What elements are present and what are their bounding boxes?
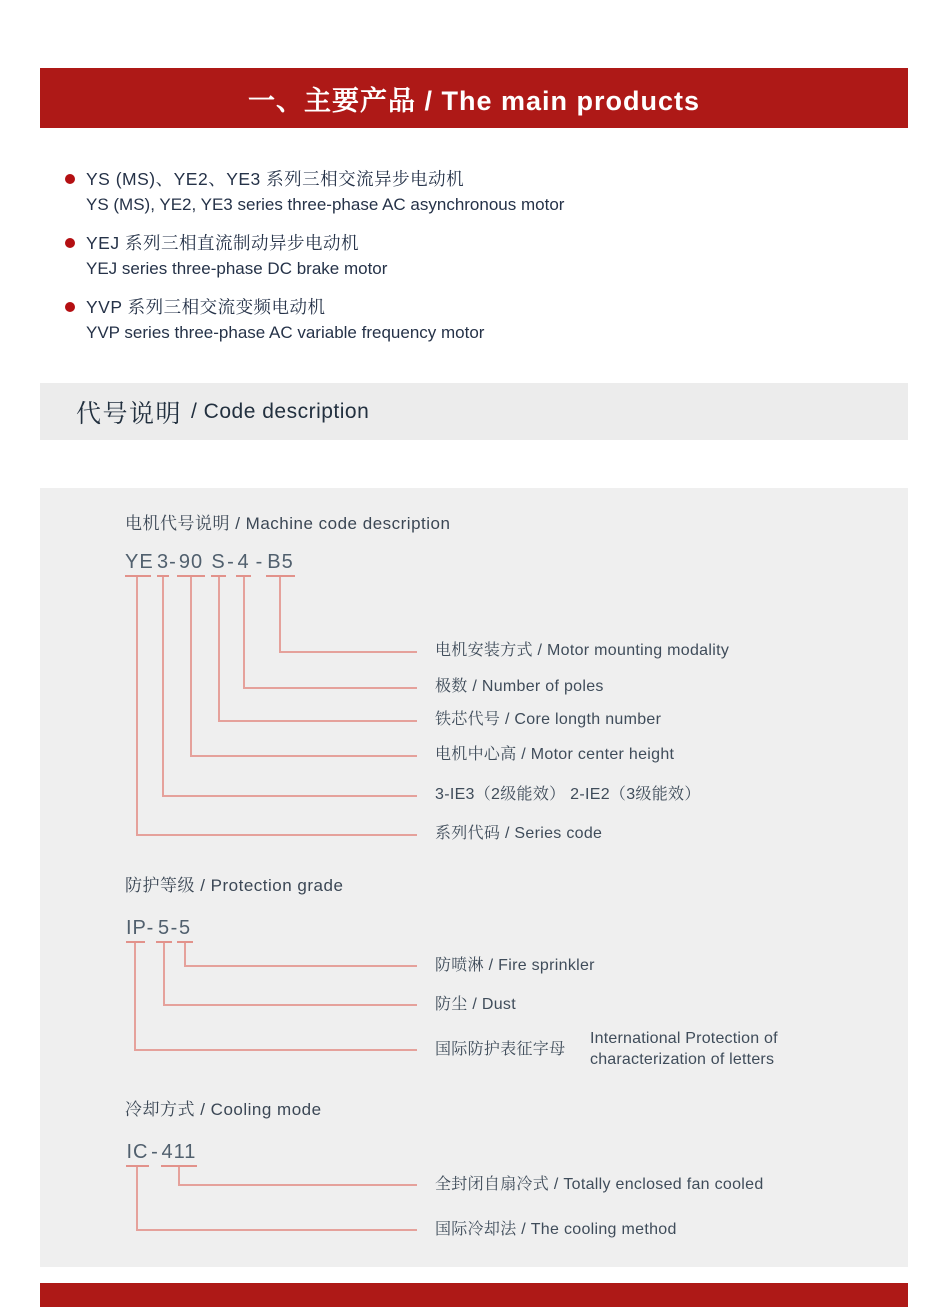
product-name-zh: YS (MS)、YE2、YE3 系列三相交流异步电动机	[86, 169, 465, 189]
protection-label-ip-en-line1: International Protection of	[590, 1030, 778, 1047]
connector-line	[178, 1167, 180, 1184]
code-segment: 3	[157, 551, 170, 573]
code-hyphen: -	[255, 551, 264, 573]
connector-line	[218, 577, 220, 720]
code-segment: 90	[178, 551, 204, 573]
connector-line	[243, 577, 245, 687]
product-name-zh: YEJ 系列三相直流制动异步电动机	[86, 233, 359, 253]
code-hyphen: -	[170, 917, 179, 939]
connector-line	[184, 965, 417, 967]
product-item-ys	[64, 166, 784, 218]
product-item-yej	[64, 230, 784, 282]
code-label-poles: 极数 / Number of poles	[435, 678, 604, 695]
code-segment: IC	[126, 1141, 149, 1163]
main-products-banner	[40, 68, 908, 128]
cooling-label-method: 国际冷却法 / The cooling method	[435, 1221, 677, 1238]
connector-line	[178, 1184, 417, 1186]
connector-line	[136, 1229, 417, 1231]
band-title-zh: 代号说明	[76, 399, 183, 428]
bullet-icon	[65, 174, 75, 184]
code-segment: 5	[157, 917, 171, 939]
code-segment: IP	[126, 917, 147, 939]
connector-line	[136, 577, 138, 834]
protection-label-ip-en-line2: characterization of letters	[590, 1051, 775, 1068]
product-name-en: YS (MS), YE2, YE3 series three-phase AC asynchronous motor	[86, 195, 565, 214]
connector-line	[163, 1004, 417, 1006]
cooling-label-tefc: 全封闭自扇冷式 / Totally enclosed fan cooled	[435, 1176, 764, 1193]
code-description-band	[40, 383, 908, 440]
code-label-efficiency: 3-IE3（2级能效） 2-IE2（3级能效）	[435, 786, 701, 803]
connector-line	[134, 943, 136, 1049]
code-segment: B5	[267, 551, 294, 573]
connector-line	[184, 943, 186, 965]
code-hyphen: -	[146, 917, 155, 939]
connector-line	[190, 755, 417, 757]
connector-line	[136, 1167, 138, 1229]
connector-line	[136, 834, 417, 836]
code-segment: 411	[161, 1141, 197, 1163]
code-label-core: 铁芯代号 / Core longth number	[435, 711, 662, 728]
protection-heading: 防护等级 / Protection grade	[125, 876, 344, 895]
connector-line	[134, 1049, 417, 1051]
code-label-series: 系列代码 / Series code	[435, 825, 603, 842]
footer-bar	[40, 1283, 908, 1307]
code-label-height: 电机中心高 / Motor center height	[435, 746, 675, 763]
code-hyphen: -	[169, 551, 177, 573]
code-segment: 5	[178, 917, 192, 939]
banner-title: 一、主要产品 / The main products	[247, 85, 701, 116]
code-diagram-panel	[40, 488, 908, 1267]
cooling-heading: 冷却方式 / Cooling mode	[125, 1100, 322, 1119]
machine-code-heading: 电机代号说明 / Machine code description	[125, 514, 451, 533]
connector-line	[218, 720, 417, 722]
connector-line	[243, 687, 417, 689]
code-hyphen: -	[227, 551, 235, 573]
connector-line	[162, 577, 164, 795]
product-item-yvp	[64, 294, 784, 346]
protection-label-dust: 防尘 / Dust	[435, 996, 516, 1013]
code-hyphen: -	[151, 1141, 159, 1163]
protection-label-ip-zh: 国际防护表征字母	[435, 1041, 566, 1058]
protection-label-sprinkler: 防喷淋 / Fire sprinkler	[435, 957, 595, 974]
bullet-icon	[65, 238, 75, 248]
product-name-zh: YVP 系列三相交流变频电动机	[86, 297, 326, 317]
band-title-en: / Code description	[191, 399, 370, 423]
code-segment: YE	[125, 551, 154, 573]
connector-line	[279, 651, 417, 653]
code-label-mounting: 电机安装方式 / Motor mounting modality	[435, 642, 730, 659]
segment-underline	[125, 575, 151, 577]
product-name-en: YVP series three-phase AC variable frequency motor	[86, 323, 485, 342]
connector-line	[279, 577, 281, 651]
code-segment: S	[211, 551, 226, 573]
code-segment: 4	[237, 551, 250, 573]
connector-line	[190, 577, 192, 755]
connector-line	[163, 943, 165, 1004]
product-name-en: YEJ series three-phase DC brake motor	[86, 259, 388, 278]
connector-line	[162, 795, 417, 797]
bullet-icon	[65, 302, 75, 312]
